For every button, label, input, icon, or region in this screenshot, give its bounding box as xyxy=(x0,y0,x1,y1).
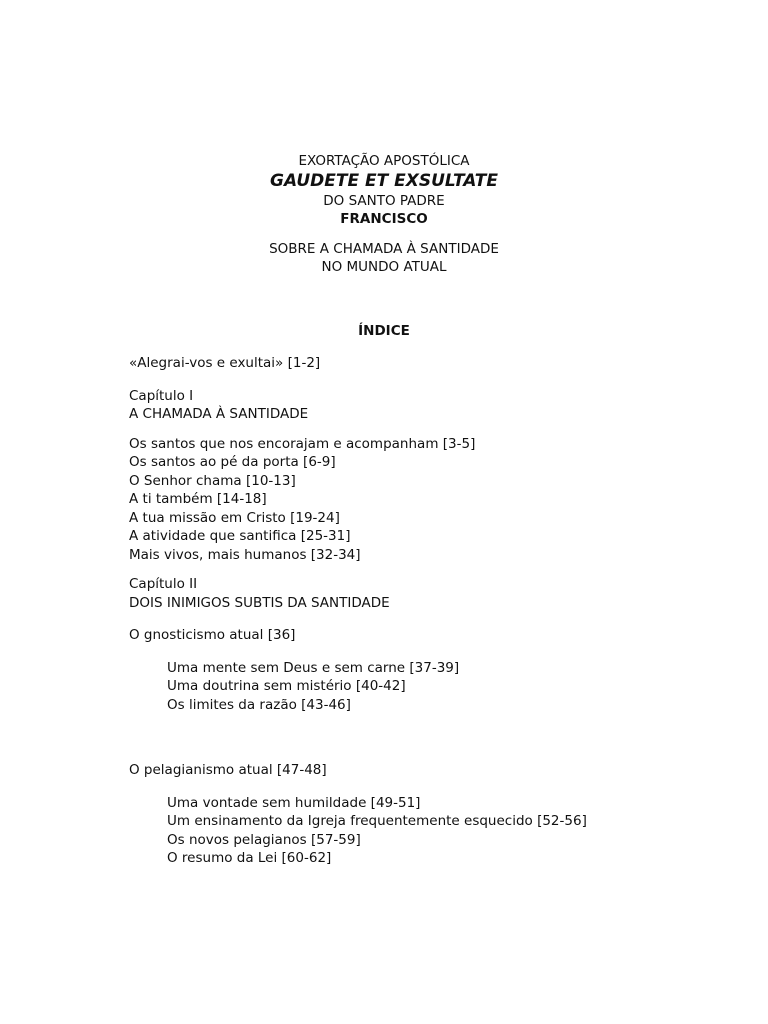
toc-item: A ti também [14-18] xyxy=(129,491,267,507)
section-gnosticism-title: O gnosticismo atual [36] xyxy=(129,627,296,643)
document-author: FRANCISCO xyxy=(340,211,428,227)
document-header xyxy=(0,152,768,276)
toc-item: Mais vivos, mais humanos [32-34] xyxy=(129,546,361,563)
toc-subitem: Um ensinamento da Igreja frequentemente esquecido [52-56] xyxy=(167,813,587,829)
toc-item: A atividade que santifica [25-31] xyxy=(129,528,351,544)
toc-item: O Senhor chama [10-13] xyxy=(129,472,296,489)
document-subtitle-line-2: NO MUNDO ATUAL xyxy=(321,259,447,275)
toc-subitem: Os novos pelagianos [57-59] xyxy=(167,831,361,848)
toc-subitem: Uma vontade sem humildade [49-51] xyxy=(167,794,421,811)
toc-item: A tua missão em Cristo [19-24] xyxy=(129,509,340,526)
toc-intro: «Alegrai-vos e exultai» [1-2] xyxy=(129,355,321,371)
toc-subitem: Os limites da razão [43-46] xyxy=(167,696,351,713)
toc-subitem: Uma doutrina sem mistério [40-42] xyxy=(167,678,406,694)
chapter-1-label: Capítulo I xyxy=(129,387,194,404)
chapter-2-title: DOIS INIMIGOS SUBTIS DA SANTIDADE xyxy=(129,594,390,611)
index-heading: ÍNDICE xyxy=(358,323,410,339)
section-pelagianism-title: O pelagianismo atual [47-48] xyxy=(129,762,327,778)
chapter-1-title: A CHAMADA À SANTIDADE xyxy=(129,406,309,422)
toc-item: Os santos que nos encorajam e acompanham [3-5] xyxy=(129,435,476,452)
toc-item: Os santos ao pé da porta [6-9] xyxy=(129,454,336,470)
document-subtitle-line-1: SOBRE A CHAMADA À SANTIDADE xyxy=(269,241,499,257)
document-author-prefix: DO SANTO PADRE xyxy=(323,193,445,209)
chapter-2-label: Capítulo II xyxy=(129,576,198,592)
toc-subitem: Uma mente sem Deus e sem carne [37-39] xyxy=(167,659,460,676)
table-of-contents xyxy=(129,354,749,868)
document-type: EXORTAÇÃO APOSTÓLICA xyxy=(298,153,470,169)
document-title: GAUDETE ET EXSULTATE xyxy=(270,171,498,191)
toc-subitem: O resumo da Lei [60-62] xyxy=(167,850,332,866)
